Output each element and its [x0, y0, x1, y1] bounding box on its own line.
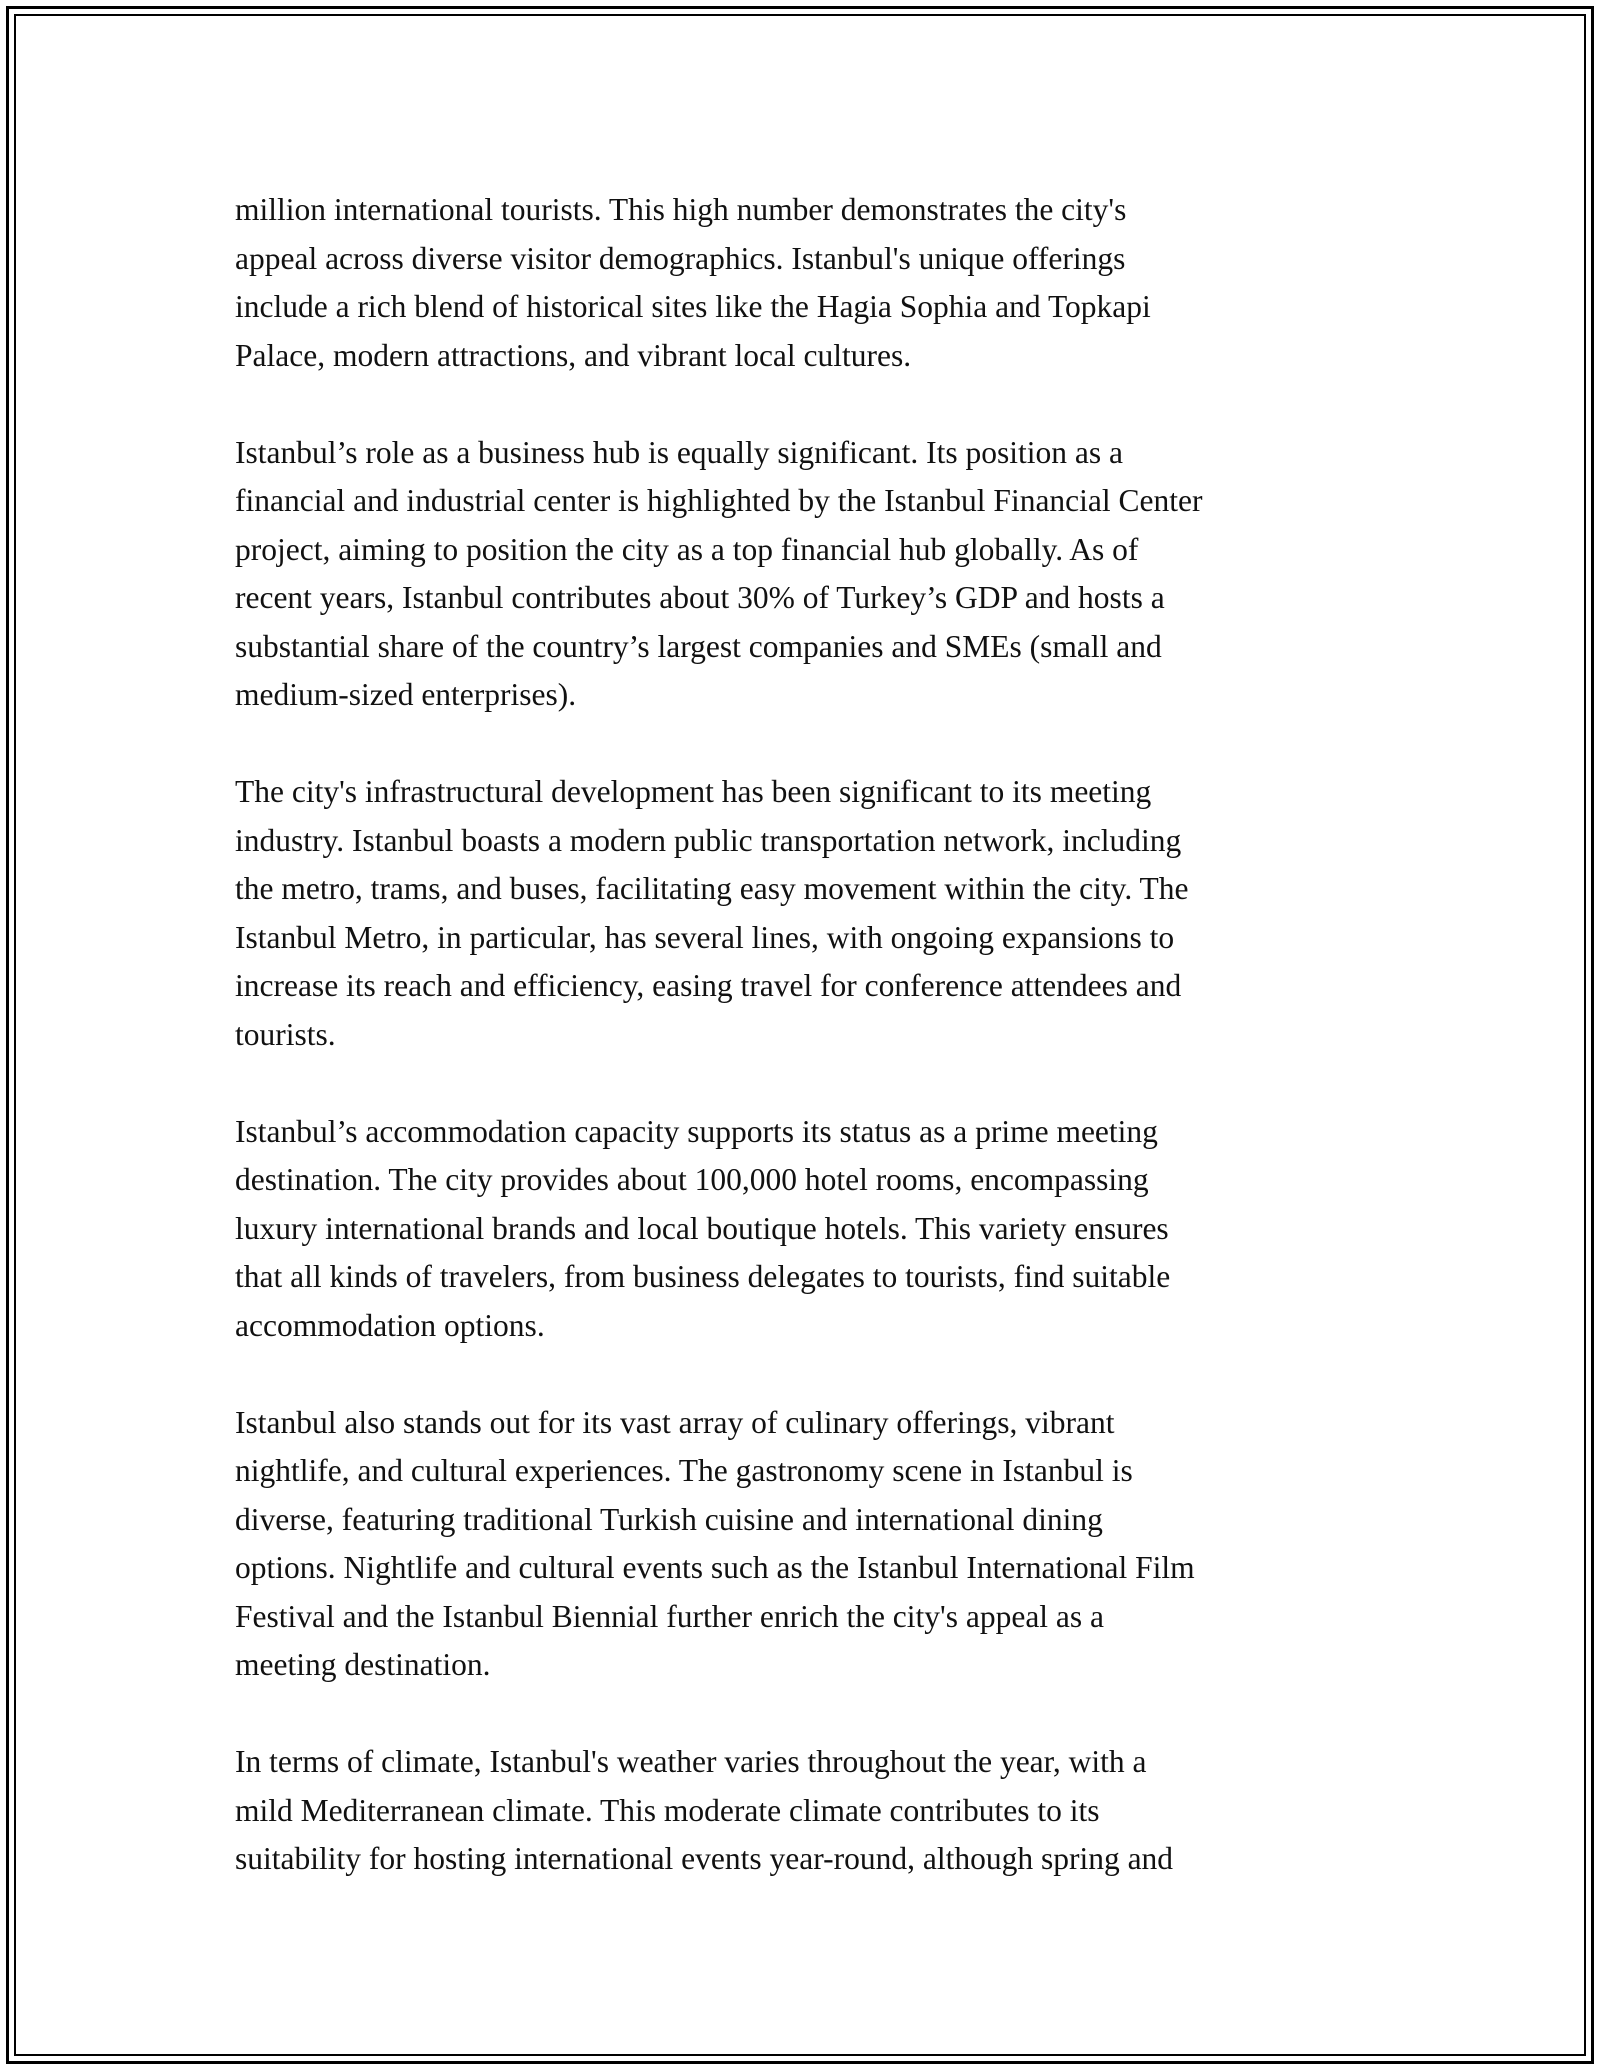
text-line: destination. The city provides about 100,000 hotel rooms, encompassing [235, 1162, 1149, 1197]
text-line: The city's infrastructural development has been significant to its meeting [235, 774, 1152, 809]
paragraph-climate [235, 1738, 1375, 1884]
paragraph-spacer [235, 1059, 1375, 1108]
text-line: that all kinds of travelers, from business delegates to tourists, find suitable [235, 1259, 1171, 1294]
text-line: diverse, featuring traditional Turkish cuisine and international dining [235, 1501, 1103, 1537]
text-line: meeting destination. [235, 1647, 491, 1682]
text-line: suitability for hosting international events year-round, although spring and [235, 1841, 1174, 1876]
text-line: substantial share of the country’s largest companies and SMEs (small and [235, 628, 1162, 664]
paragraph-business-hub [235, 429, 1375, 720]
text-line: Palace, modern attractions, and vibrant local cultures. [235, 337, 912, 373]
text-line: recent years, Istanbul contributes about 30% of Turkey’s GDP and hosts a [235, 580, 1165, 615]
text-line: In terms of climate, Istanbul's weather varies throughout the year, with a [235, 1744, 1147, 1779]
text-line: Istanbul’s role as a business hub is equally significant. Its position as a [235, 434, 1123, 470]
paragraph-spacer [235, 720, 1375, 769]
text-line: accommodation options. [235, 1307, 545, 1343]
text-line: Istanbul’s accommodation capacity supports its status as a prime meeting [235, 1113, 1158, 1149]
text-line: million international tourists. This high number demonstrates the city's [235, 192, 1127, 227]
text-line: Istanbul also stands out for its vast array of culinary offerings, vibrant [235, 1404, 1115, 1440]
paragraph-culinary-culture [235, 1399, 1375, 1690]
text-line: financial and industrial center is highlighted by the Istanbul Financial Center [235, 483, 1203, 518]
text-line: luxury international brands and local boutique hotels. This variety ensures [235, 1210, 1169, 1246]
text-line: medium-sized enterprises). [235, 677, 577, 712]
text-line: industry. Istanbul boasts a modern public transportation network, including [235, 822, 1182, 858]
text-line: mild Mediterranean climate. This moderate climate contributes to its [235, 1792, 1100, 1828]
text-line: appeal across diverse visitor demographics. Istanbul's unique offerings [235, 240, 1126, 276]
text-line: project, aiming to position the city as a top financial hub globally. As of [235, 531, 1139, 567]
text-line: include a rich blend of historical sites like the Hagia Sophia and Topkapi [235, 289, 1151, 324]
document-body [235, 186, 1375, 1884]
text-line: options. Nightlife and cultural events such as the Istanbul International Film [235, 1550, 1195, 1585]
paragraph-spacer [235, 1350, 1375, 1399]
paragraph-accommodation [235, 1108, 1375, 1351]
text-line: increase its reach and efficiency, easing travel for conference attendees and [235, 968, 1182, 1003]
text-line: nightlife, and cultural experiences. The gastronomy scene in Istanbul is [235, 1453, 1133, 1488]
text-line: Festival and the Istanbul Biennial further enrich the city's appeal as a [235, 1598, 1105, 1634]
text-line: the metro, trams, and buses, facilitating easy movement within the city. The [235, 871, 1189, 906]
paragraph-spacer [235, 380, 1375, 429]
text-line: Istanbul Metro, in particular, has several lines, with ongoing expansions to [235, 919, 1175, 955]
paragraph-tourism [235, 186, 1375, 380]
paragraph-infrastructure [235, 768, 1375, 1059]
paragraph-spacer [235, 1690, 1375, 1739]
text-line: tourists. [235, 1016, 336, 1052]
